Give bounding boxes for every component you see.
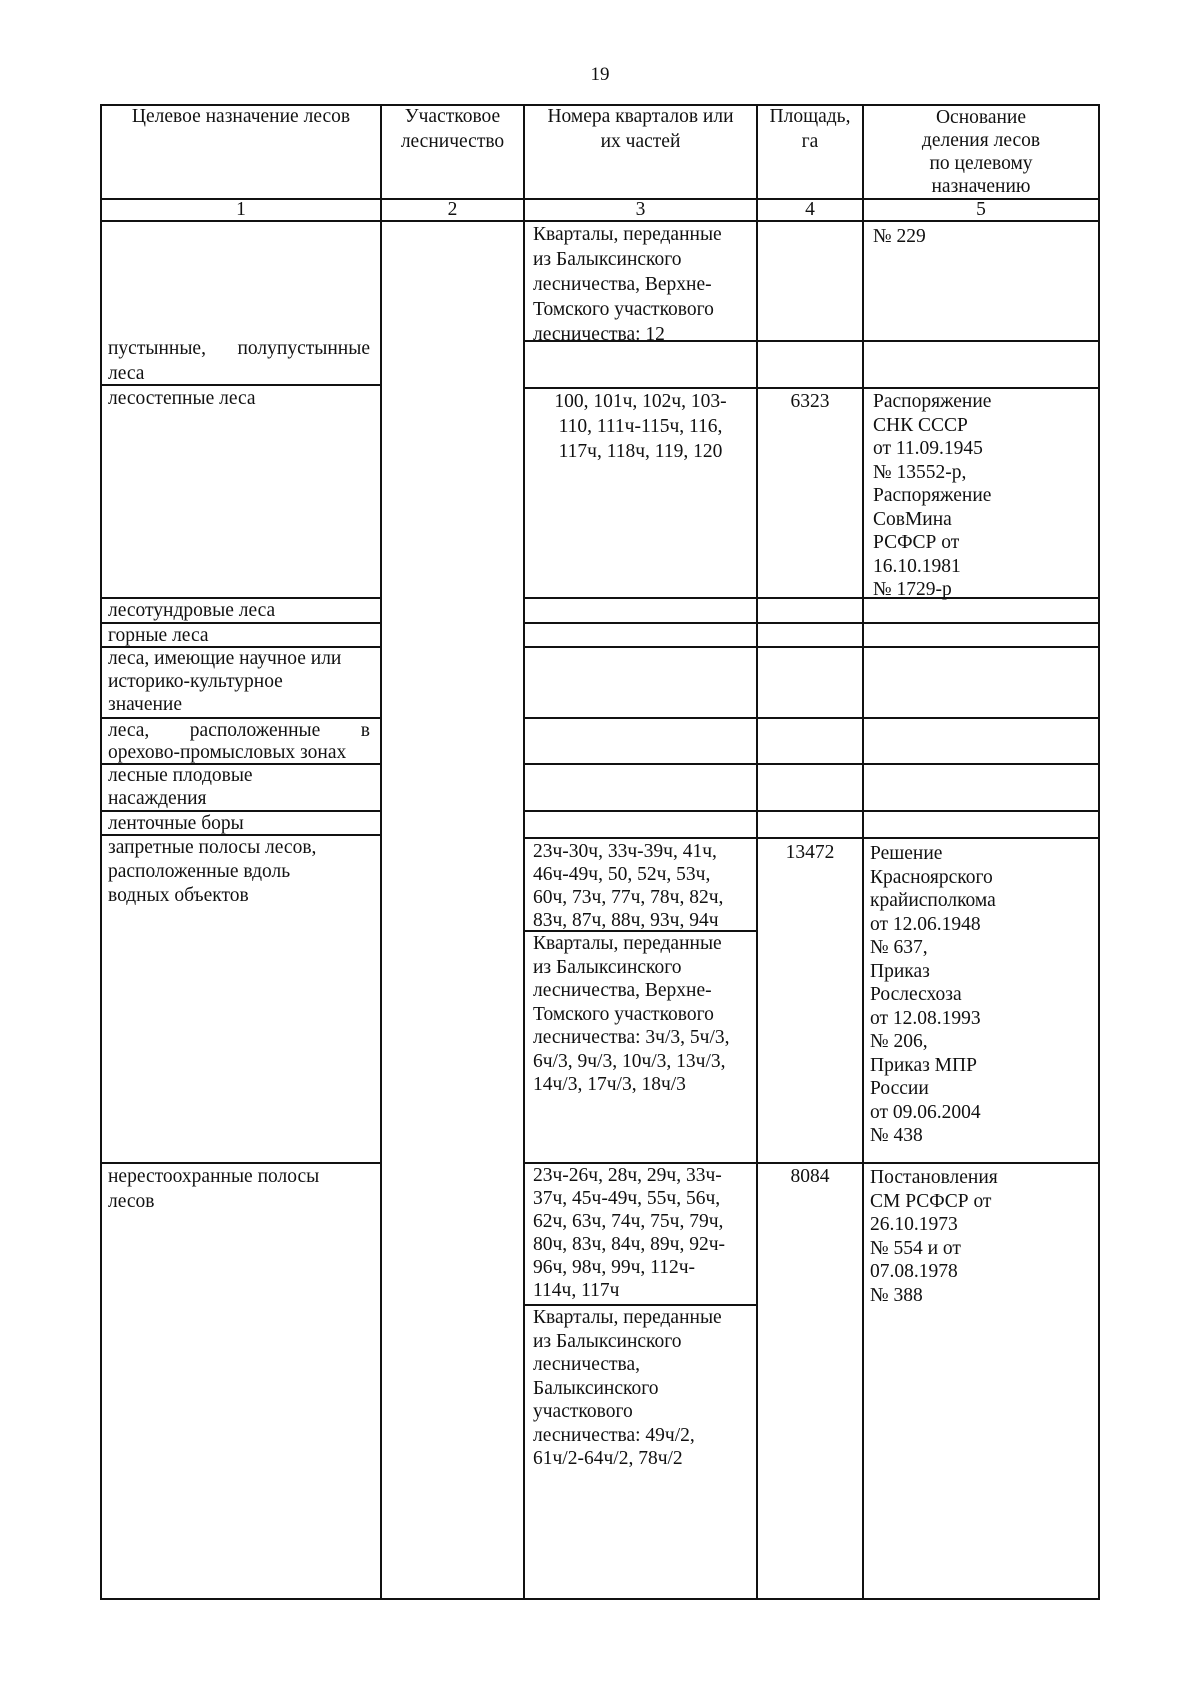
column-number: 3 (635, 199, 646, 220)
table-border-bottom (100, 1598, 1100, 1600)
purpose-cell: горные леса (108, 625, 209, 646)
row-line (523, 810, 1100, 812)
row-line (523, 763, 1100, 765)
header-district: Участковое лесничество (400, 106, 505, 152)
quarters-cell: 23ч-30ч, 33ч-39ч, 41ч, 46ч-49ч, 50, 52ч, 53ч, 60ч, 73ч, 77ч, 78ч, 82ч, 83ч, 87ч, 88ч, 93ч, 94ч (533, 841, 724, 931)
table-border-right (1098, 104, 1100, 1600)
purpose-cell: лесостепные леса (108, 388, 256, 409)
purpose-cell: лесотундровые леса (108, 600, 276, 621)
column-divider-4-5 (862, 104, 864, 1600)
table-border-left (100, 104, 102, 1600)
column-number: 1 (236, 199, 246, 220)
purpose-cell: лесные плодовые насаждения (108, 765, 253, 809)
quarters-cell: Кварталы, переданные из Балыксинского лесничества, Верхне- Томского участкового лесничества: 3ч/3, 5ч/3, 6ч/3, 9ч/3, 10ч/3, 13ч/3, 14ч/3, 17ч/3, 18ч/3 (533, 933, 730, 1095)
column-divider-1-2 (380, 104, 382, 1600)
page-number: 19 (590, 64, 610, 85)
header-area: Площадь, га (769, 106, 851, 152)
basis-cell: № 229 (873, 226, 926, 247)
purpose-cell: орехово-промысловых зонах (108, 742, 347, 763)
row-line (523, 837, 1100, 839)
row-line (523, 717, 1100, 719)
area-cell: 13472 (785, 842, 835, 863)
purpose-cell: нерестоохранные полосы лесов (108, 1166, 320, 1212)
row-line (523, 646, 1100, 648)
column-divider-2-3 (523, 104, 525, 1600)
purpose-cell: леса, расположенные в (108, 720, 370, 741)
basis-cell: Распоряжение СНК СССР от 11.09.1945 № 13552-р, Распоряжение СовМина РСФСР от 16.10.1981 № 1729-р (873, 391, 992, 600)
column-number: 5 (976, 199, 986, 220)
basis-cell: Постановления СМ РСФСР от 26.10.1973 № 554 и от 07.08.1978 № 388 (870, 1167, 998, 1306)
row-line (523, 622, 1100, 624)
header-purpose: Целевое назначение лесов (131, 106, 351, 127)
quarters-cell: Кварталы, переданные из Балыксинского лесничества, Балыксинского участкового лесничества: 49ч/2, 61ч/2-64ч/2, 78ч/2 (533, 1307, 722, 1469)
purpose-cell: пустынные, полупустынные леса (108, 338, 370, 384)
area-cell: 6323 (790, 391, 830, 412)
column-number: 4 (805, 199, 815, 220)
forest-purpose-table (100, 104, 1100, 1604)
purpose-cell: леса, имеющие научное или историко-культурное значение (108, 648, 342, 715)
header-basis: Основание деления лесов по целевому назначению (921, 107, 1041, 197)
quarters-cell: Кварталы, переданные из Балыксинского лесничества, Верхне- Томского участкового лесничества: 12 (533, 224, 722, 345)
basis-cell: Решение Красноярского крайисполкома от 12.06.1948 № 637, Приказ Рослесхоза от 12.08.1993 № 206, Приказ МПР России от 09.06.2004 № 438 (870, 843, 996, 1146)
quarters-cell: 100, 101ч, 102ч, 103- 110, 111ч-115ч, 116, 117ч, 118ч, 119, 120 (554, 391, 727, 462)
column-divider-3-4 (756, 104, 758, 1600)
purpose-cell: ленточные боры (108, 813, 244, 834)
purpose-cell: запретные полосы лесов, расположенные вдоль водных объектов (108, 837, 317, 906)
header-quarters: Номера кварталов или их частей (547, 106, 734, 152)
area-cell: 8084 (790, 1166, 830, 1187)
quarters-cell: 23ч-26ч, 28ч, 29ч, 33ч- 37ч, 45ч-49ч, 55ч, 56ч, 62ч, 63ч, 74ч, 75ч, 79ч, 80ч, 83ч, 84ч, 89ч, 92ч- 96ч, 98ч, 99ч, 112ч- 114ч, 117ч (533, 1165, 726, 1301)
column-number: 2 (447, 199, 458, 220)
